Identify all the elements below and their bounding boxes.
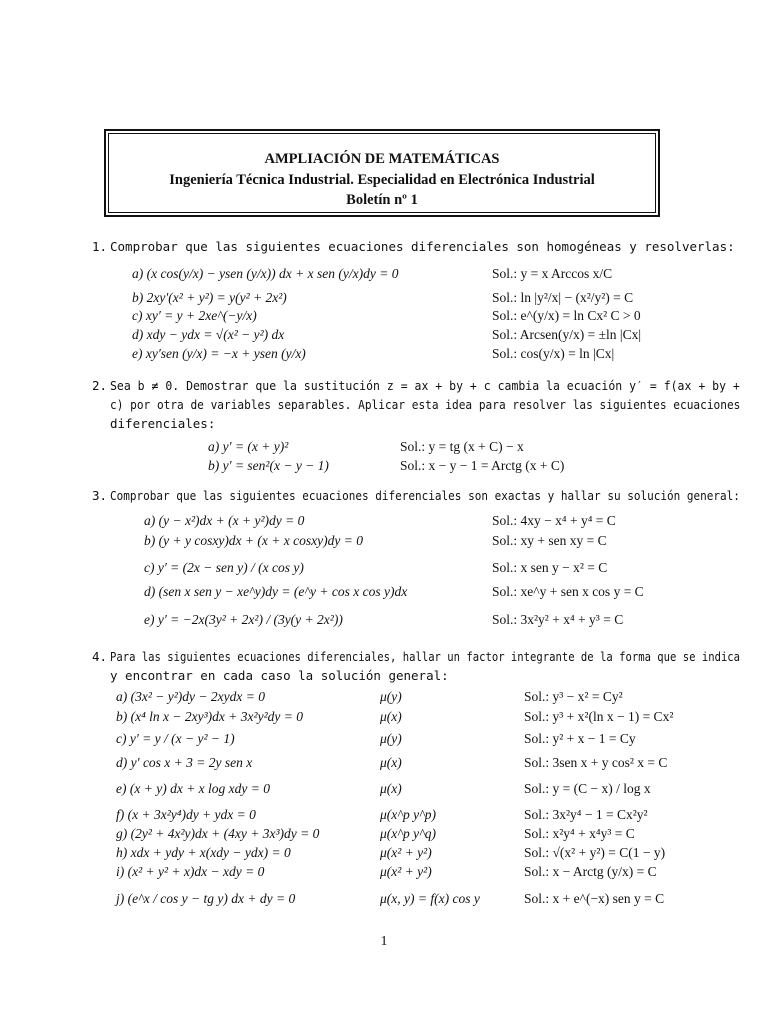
- problem-4-item-g: g) (2y² + 4x²y)dx + (4xy + 3x³)dy = 0: [116, 826, 320, 841]
- problem-3-item-b: b) (y + y cosxy)dx + (x + x cosxy)dy = 0: [144, 533, 363, 548]
- problem-3-item-d: d) (sen x sen y − xe^y)dy = (e^y + cos x cos y)dx: [144, 584, 408, 599]
- problem-3-item-c: c) y′ = (2x − sen y) / (x cos y): [144, 560, 304, 575]
- course-title: AMPLIACIÓN DE MATEMÁTICAS: [264, 151, 500, 167]
- problem-2-item-b: b) y′ = sen²(x − y − 1): [208, 458, 329, 473]
- problem-3-sol-c: Sol.: x sen y − x² = C: [492, 560, 608, 575]
- problem-1-item-e: e) xy′sen (y/x) = −x + ysen (y/x): [132, 346, 306, 361]
- problem-4-item-b: b) (x⁴ ln x − 2xy³)dx + 3x²y²dy = 0: [116, 709, 303, 724]
- problem-4-statement-line-1: Para las siguientes ecuaciones diferenciales, hallar un factor integrante de la forma que se indica: [110, 649, 741, 664]
- problem-4-sol-j: Sol.: x + e^(−x) sen y = C: [524, 891, 665, 906]
- problem-4-factor-h: μ(x² + y²): [380, 845, 432, 860]
- problem-4-item-c: c) y′ = y / (x − y² − 1): [116, 731, 235, 746]
- problem-3-sol-e: Sol.: 3x²y² + x⁴ + y³ = C: [492, 612, 624, 627]
- problem-3-sol-d: Sol.: xe^y + sen x cos y = C: [492, 584, 644, 599]
- problem-4-sol-d: Sol.: 3sen x + y cos² x = C: [524, 755, 668, 770]
- problem-1-sol-a: Sol.: y = x Arccos x/C: [492, 266, 613, 281]
- problem-4-factor-f: μ(x^p y^p): [380, 807, 437, 822]
- problem-1-item-c: c) xy′ = y + 2xe^(−y/x): [132, 308, 257, 323]
- problem-4-sol-a: Sol.: y³ − x² = Cy²: [524, 689, 623, 704]
- problem-4-number: 4.: [92, 649, 108, 664]
- problem-2-statement-line-2: c) por otra de variables separables. Aplicar esta idea para resolver las siguientes ecuaciones: [110, 397, 741, 412]
- problem-4-factor-i: μ(x² + y²): [380, 864, 432, 879]
- problem-4-factor-a: μ(y): [380, 689, 402, 704]
- problem-1-statement: Comprobar que las siguientes ecuaciones diferenciales son homogéneas y resolverlas:: [110, 239, 735, 254]
- problem-4-factor-d: μ(x): [380, 755, 402, 770]
- problem-3-sol-b: Sol.: xy + sen xy = C: [492, 533, 607, 548]
- title-box: [104, 129, 660, 217]
- problem-4-item-h: h) xdx + ydy + x(xdy − ydx) = 0: [116, 845, 291, 860]
- problem-4-factor-b: μ(x): [380, 709, 402, 724]
- problem-1-sol-d: Sol.: Arcsen(y/x) = ±ln |Cx|: [492, 327, 642, 342]
- problem-4-sol-h: Sol.: √(x² + y²) = C(1 − y): [524, 845, 666, 860]
- problem-3-number: 3.: [92, 488, 108, 503]
- problem-1-item-a: a) (x cos(y/x) − ysen (y/x)) dx + x sen (y/x)dy = 0: [132, 266, 399, 281]
- problem-1-item-d: d) xdy − ydx = √(x² − y²) dx: [132, 327, 285, 342]
- problem-4-item-j: j) (e^x / cos y − tg y) dx + dy = 0: [116, 891, 296, 906]
- problem-1-number: 1.: [92, 239, 108, 254]
- bulletin-number: Boletín nº 1: [346, 192, 418, 208]
- problem-4-sol-f: Sol.: 3x²y⁴ − 1 = Cx²y²: [524, 807, 648, 822]
- problem-2-sol-b: Sol.: x − y − 1 = Arctg (x + C): [400, 458, 565, 473]
- problem-1-sol-e: Sol.: cos(y/x) = ln |Cx|: [492, 346, 615, 361]
- problem-4-factor-g: μ(x^p y^q): [380, 826, 437, 841]
- problem-2-statement-line-1: Sea b ≠ 0. Demostrar que la sustitución z = ax + by + c cambia la ecuación y′ = f(ax + by +: [110, 378, 740, 393]
- page-number: 1: [380, 934, 388, 949]
- problem-4-sol-i: Sol.: x − Arctg (y/x) = C: [524, 864, 657, 879]
- problem-4-factor-e: μ(x): [380, 781, 402, 796]
- problem-4-item-d: d) y′ cos x + 3 = 2y sen x: [116, 755, 253, 770]
- problem-1-sol-c: Sol.: e^(y/x) = ln Cx² C > 0: [492, 308, 641, 323]
- problem-4-sol-e: Sol.: y = (C − x) / log x: [524, 781, 651, 796]
- problem-1-item-b: b) 2xy′(x² + y²) = y(y² + 2x²): [132, 290, 287, 305]
- problem-2-item-a: a) y′ = (x + y)²: [208, 439, 289, 454]
- problem-1-sol-b: Sol.: ln |y²/x| − (x²/y²) = C: [492, 290, 634, 305]
- problem-4-sol-c: Sol.: y² + x − 1 = Cy: [524, 731, 636, 746]
- problem-3-item-a: a) (y − x²)dx + (x + y²)dy = 0: [144, 513, 305, 528]
- problem-2-number: 2.: [92, 378, 108, 393]
- problem-4-sol-b: Sol.: y³ + x²(ln x − 1) = Cx²: [524, 709, 674, 724]
- problem-4-item-a: a) (3x² − y²)dy − 2xydx = 0: [116, 689, 265, 704]
- problem-4-factor-j: μ(x, y) = f(x) cos y: [380, 891, 480, 906]
- problem-3-sol-a: Sol.: 4xy − x⁴ + y⁴ = C: [492, 513, 616, 528]
- problem-4-factor-c: μ(y): [380, 731, 402, 746]
- problem-4-item-e: e) (x + y) dx + x log xdy = 0: [116, 781, 271, 796]
- problem-3-statement: Comprobar que las siguientes ecuaciones diferenciales son exactas y hallar su solución general:: [110, 488, 740, 503]
- problem-4-item-f: f) (x + 3x²y⁴)dy + ydx = 0: [116, 807, 256, 822]
- problem-4-statement-line-2: y encontrar en cada caso la solución general:: [110, 668, 449, 683]
- course-subtitle: Ingeniería Técnica Industrial. Especialidad en Electrónica Industrial: [169, 172, 595, 188]
- problem-3-item-e: e) y′ = −2x(3y² + 2x²) / (3y(y + 2x²)): [144, 612, 343, 627]
- problem-4-sol-g: Sol.: x²y⁴ + x⁴y³ = C: [524, 826, 635, 841]
- problem-2-sol-a: Sol.: y = tg (x + C) − x: [400, 439, 524, 454]
- problem-2-statement-line-3: diferenciales:: [110, 416, 216, 431]
- problem-4-item-i: i) (x² + y² + x)dx − xdy = 0: [116, 864, 265, 879]
